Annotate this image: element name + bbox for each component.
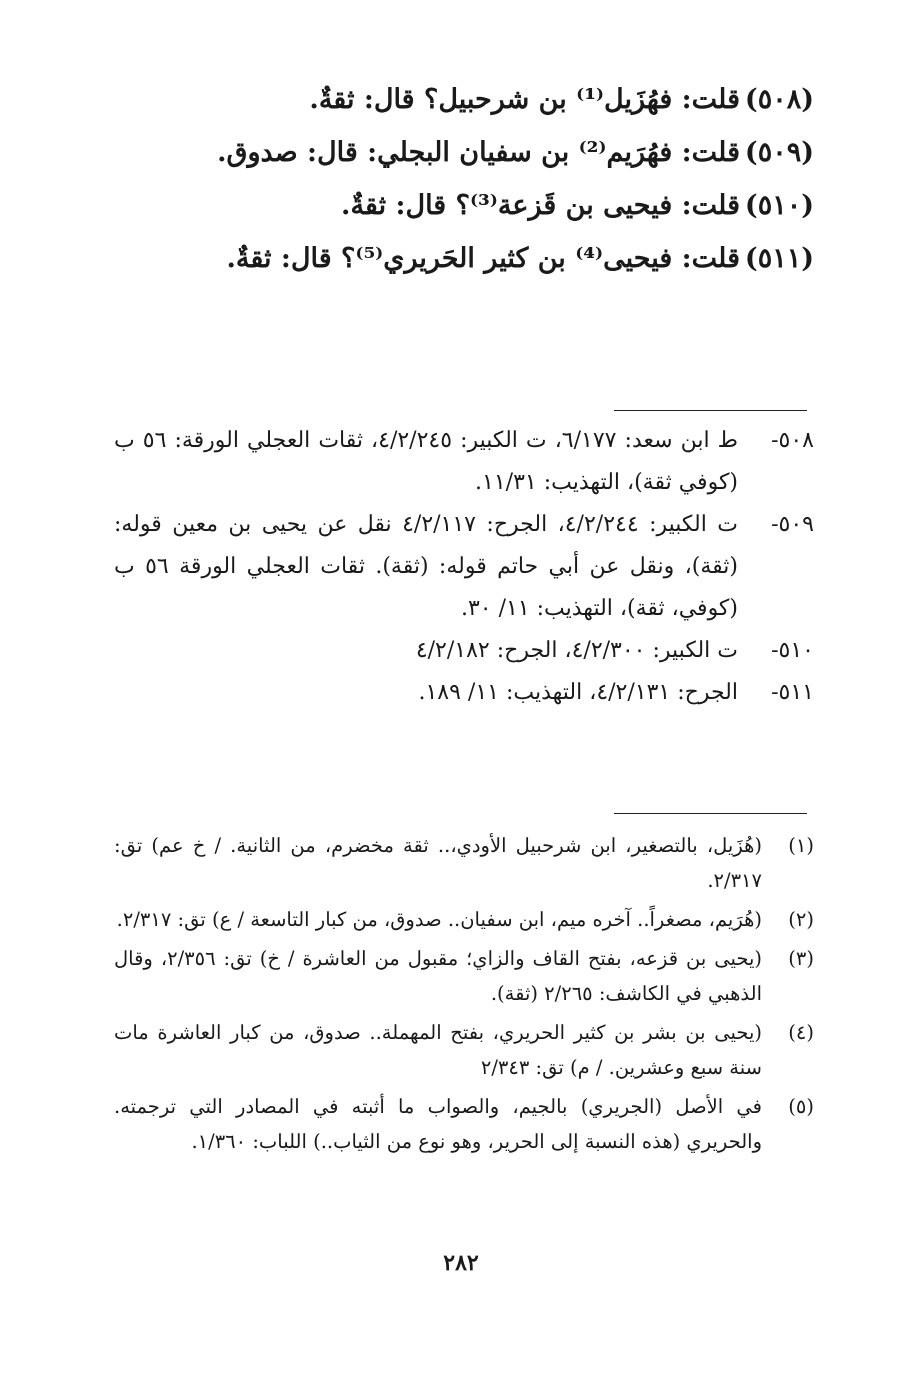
source-number: ٥٠٨- [771, 428, 814, 453]
source-511 [114, 672, 814, 714]
footnote-5 [114, 1089, 814, 1159]
source-number: ٥١١- [771, 680, 814, 705]
entry-text: قلت: فيحيى⁽⁴⁾ بن كثير الحَريري⁽⁵⁾؟ قال: ثقةٌ. [226, 243, 740, 274]
footnote-3 [114, 941, 814, 1011]
source-text: ط ابن سعد: ٦/١٧٧، ت الكبير: ٤/٢/٢٤٥، ثقات العجلي الورقة: ٥٦ ب (كوفي ثقة)، التهذيب: ١١/٣١. [114, 428, 738, 495]
entry-509 [114, 137, 814, 190]
entry-number: (٥٠٩) [744, 137, 814, 168]
entry-text: قلت: فيحيى بن قَزعة⁽³⁾؟ قال: ثقةٌ. [341, 190, 740, 221]
entry-number: (٥٠٨) [744, 84, 814, 115]
footnote-4 [114, 1015, 814, 1085]
source-510 [114, 630, 814, 672]
footnote-number: (٥) [788, 1095, 814, 1118]
source-509 [114, 504, 814, 630]
footnote-number: (١) [788, 834, 814, 857]
source-number: ٥١٠- [771, 638, 814, 663]
source-text: ت الكبير: ٤/٢/٢٤٤، الجرح: ٤/٢/١١٧ نقل عن يحيى بن معين قوله: (ثقة)، ونقل عن أبي حاتم قوله: (ثقة). ثقات العجلي الورقة ٥٦ ب (كوفي، ثقة)، التهذيب: ١١/ ٣٠. [114, 512, 738, 621]
footnote-2 [114, 902, 814, 937]
footnote-text: (هُزَيل، بالتصغير، ابن شرحبيل الأودي،.. ثقة مخضرم، من الثانية. / خ عم) تق: ٢/٣١٧. [114, 834, 762, 892]
footnote-1 [114, 828, 814, 898]
sources-list [114, 420, 814, 714]
entry-text: قلت: فهُزَيل⁽¹⁾ بن شرحبيل؟ قال: ثقةٌ. [309, 84, 740, 115]
entry-510 [114, 190, 814, 243]
entry-508 [114, 84, 814, 137]
entry-511 [114, 243, 814, 296]
page-number: ٢٨٢ [443, 1250, 479, 1276]
source-text: ت الكبير: ٤/٢/٣٠٠، الجرح: ٤/٢/١٨٢ [415, 638, 738, 663]
footnotes-separator [614, 813, 807, 814]
footnotes-list [114, 828, 814, 1163]
source-508 [114, 420, 814, 504]
main-entries [114, 84, 814, 296]
entry-text: قلت: فهُرَيم⁽²⁾ بن سفيان البجلي: قال: صدوق. [217, 137, 740, 168]
entry-number: (٥١٠) [744, 190, 814, 221]
footnote-text: في الأصل (الجريري) بالجيم، والصواب ما أثبته في المصادر التي ترجمته. والحريري (هذه النسبة إلى الحرير، وهو نوع من الثياب..) اللباب: ١/٣٦٠. [114, 1095, 762, 1153]
footnote-text: (يحيى بن قزعه، بفتح القاف والزاي؛ مقبول من العاشرة / خ) تق: ٢/٣٥٦، وقال الذهبي في الكاشف: ٢/٢٦٥ (ثقة). [114, 947, 762, 1005]
footnote-text: (هُرَيم، مصغراً.. آخره ميم، ابن سفيان.. صدوق، من كبار التاسعة / ع) تق: ٢/٣١٧. [116, 908, 762, 931]
footnote-number: (٢) [788, 908, 814, 931]
entry-number: (٥١١) [744, 243, 814, 274]
source-text: الجرح: ٤/٢/١٣١، التهذيب: ١١/ ١٨٩. [418, 680, 738, 705]
sources-separator [614, 410, 807, 411]
footnote-number: (٣) [788, 947, 814, 970]
footnote-text: (يحيى بن بشر بن كثير الحريري، بفتح المهملة.. صدوق، من كبار العاشرة مات سنة سبع وعشرين. / م) تق: ٢/٣٤٣ [114, 1021, 762, 1079]
footnote-number: (٤) [788, 1021, 814, 1044]
source-number: ٥٠٩- [771, 512, 814, 537]
